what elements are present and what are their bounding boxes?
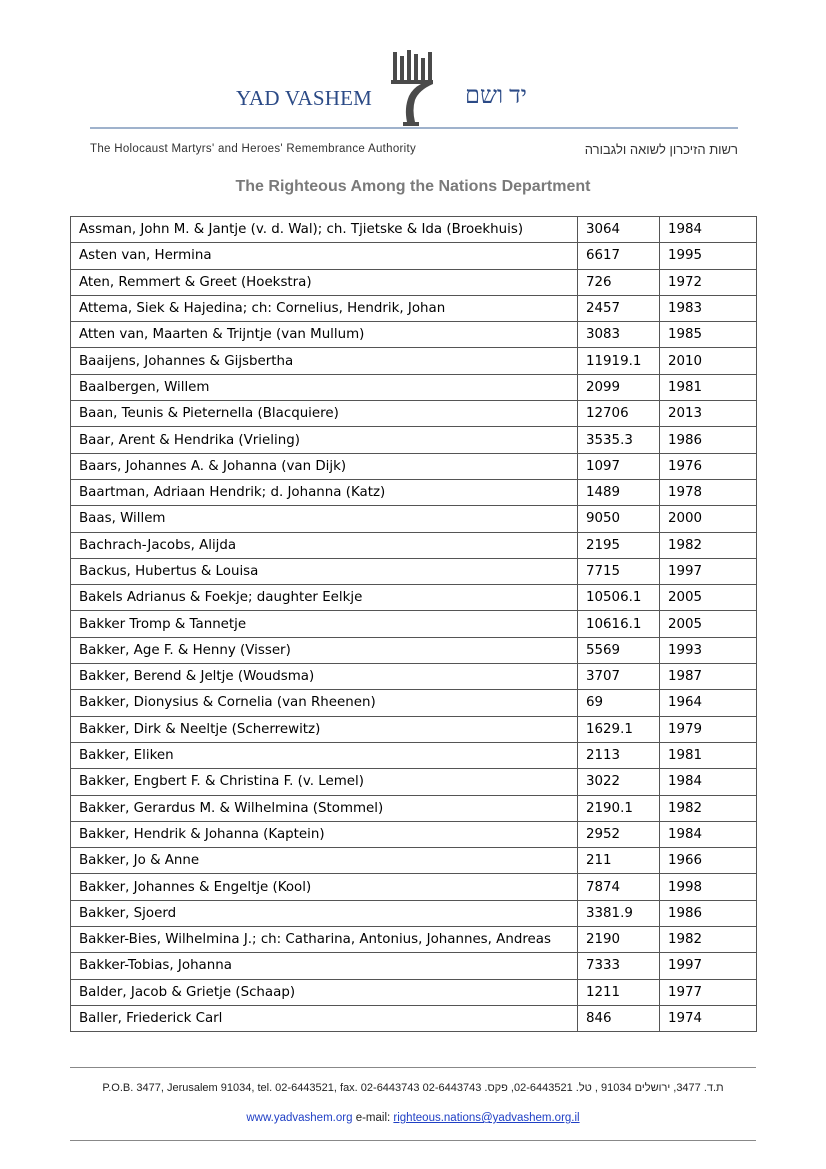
year-cell: 1972 <box>660 269 757 295</box>
file-number-cell: 2099 <box>578 374 660 400</box>
brand-name-hebrew: יד ושם <box>465 83 527 109</box>
table-row <box>71 374 757 400</box>
name-cell: Bakker, Age F. & Henny (Visser) <box>71 637 578 663</box>
table-row <box>71 269 757 295</box>
address-english: P.O.B. 3477, Jerusalem 91034, tel. 02-6443521, fax. 02-6443743 <box>102 1082 420 1094</box>
file-number-cell: 2190 <box>578 927 660 953</box>
year-cell: 1993 <box>660 637 757 663</box>
name-cell: Baalbergen, Willem <box>71 374 578 400</box>
name-cell: Bakker, Hendrik & Johanna (Kaptein) <box>71 821 578 847</box>
table-row <box>71 532 757 558</box>
file-number-cell: 3022 <box>578 769 660 795</box>
file-number-cell: 3064 <box>578 217 660 243</box>
file-number-cell: 69 <box>578 690 660 716</box>
table-row <box>71 506 757 532</box>
year-cell: 1977 <box>660 979 757 1005</box>
year-cell: 1986 <box>660 900 757 926</box>
table-row <box>71 690 757 716</box>
righteous-list-table <box>70 216 757 1032</box>
year-cell: 1982 <box>660 927 757 953</box>
table-row <box>71 243 757 269</box>
year-cell: 1997 <box>660 558 757 584</box>
file-number-cell: 3535.3 <box>578 427 660 453</box>
year-cell: 1976 <box>660 453 757 479</box>
file-number-cell: 211 <box>578 848 660 874</box>
name-cell: Bakker-Tobias, Johanna <box>71 953 578 979</box>
year-cell: 1981 <box>660 742 757 768</box>
table-row <box>71 769 757 795</box>
name-cell: Bakker, Sjoerd <box>71 900 578 926</box>
year-cell: 1997 <box>660 953 757 979</box>
name-cell: Bakker, Berend & Jeltje (Woudsma) <box>71 664 578 690</box>
file-number-cell: 10506.1 <box>578 585 660 611</box>
table-row <box>71 795 757 821</box>
name-cell: Attema, Siek & Hajedina; ch: Cornelius, Hendrik, Johan <box>71 295 578 321</box>
year-cell: 1998 <box>660 874 757 900</box>
brand-name-english: YAD VASHEM <box>236 86 373 110</box>
file-number-cell: 726 <box>578 269 660 295</box>
name-cell: Bakker, Dionysius & Cornelia (van Rheenen) <box>71 690 578 716</box>
year-cell: 1995 <box>660 243 757 269</box>
table-row <box>71 558 757 584</box>
name-cell: Asten van, Hermina <box>71 243 578 269</box>
file-number-cell: 7874 <box>578 874 660 900</box>
name-cell: Assman, John M. & Jantje (v. d. Wal); ch. Tjietske & Ida (Broekhuis) <box>71 217 578 243</box>
department-title: The Righteous Among the Nations Department <box>235 178 591 195</box>
file-number-cell: 1097 <box>578 453 660 479</box>
name-cell: Baan, Teunis & Pieternella (Blacquiere) <box>71 401 578 427</box>
name-cell: Baars, Johannes A. & Johanna (van Dijk) <box>71 453 578 479</box>
name-cell: Bakker, Johannes & Engeltje (Kool) <box>71 874 578 900</box>
file-number-cell: 2952 <box>578 821 660 847</box>
name-cell: Bachrach-Jacobs, Alijda <box>71 532 578 558</box>
table-row <box>71 479 757 505</box>
table-row <box>71 611 757 637</box>
email-label: e-mail: <box>355 1112 391 1124</box>
year-cell: 1981 <box>660 374 757 400</box>
year-cell: 1982 <box>660 532 757 558</box>
authority-hebrew: רשות הזיכרון לשואה ולגבורה <box>584 142 738 157</box>
file-number-cell: 6617 <box>578 243 660 269</box>
year-cell: 1987 <box>660 664 757 690</box>
name-cell: Bakker, Jo & Anne <box>71 848 578 874</box>
table-row <box>71 585 757 611</box>
table-row <box>71 821 757 847</box>
footer-contacts <box>0 1112 826 1124</box>
table-row <box>71 874 757 900</box>
file-number-cell: 2195 <box>578 532 660 558</box>
file-number-cell: 1489 <box>578 479 660 505</box>
table-row <box>71 900 757 926</box>
address-hebrew: ת.ד. 3477, ירושלים 91034 , טל. 02-6443521, פקס. 02-6443743 <box>422 1082 724 1094</box>
table-row <box>71 295 757 321</box>
year-cell: 1978 <box>660 479 757 505</box>
name-cell: Baar, Arent & Hendrika (Vrieling) <box>71 427 578 453</box>
file-number-cell: 1211 <box>578 979 660 1005</box>
file-number-cell: 12706 <box>578 401 660 427</box>
footer-divider-top <box>70 1067 756 1068</box>
table-row <box>71 453 757 479</box>
file-number-cell: 5569 <box>578 637 660 663</box>
header-divider <box>90 127 738 129</box>
footer-divider-bottom <box>70 1140 756 1141</box>
table-row <box>71 348 757 374</box>
file-number-cell: 2457 <box>578 295 660 321</box>
table-row <box>71 637 757 663</box>
table-row <box>71 322 757 348</box>
name-cell: Bakker, Gerardus M. & Wilhelmina (Stommel) <box>71 795 578 821</box>
name-cell: Bakker, Engbert F. & Christina F. (v. Lemel) <box>71 769 578 795</box>
authority-english: The Holocaust Martyrs' and Heroes' Remembrance Authority <box>90 143 417 155</box>
name-cell: Bakker, Dirk & Neeltje (Scherrewitz) <box>71 716 578 742</box>
year-cell: 1986 <box>660 427 757 453</box>
file-number-cell: 1629.1 <box>578 716 660 742</box>
year-cell: 1966 <box>660 848 757 874</box>
name-cell: Baaijens, Johannes & Gijsbertha <box>71 348 578 374</box>
table-row <box>71 716 757 742</box>
name-cell: Bakels Adrianus & Foekje; daughter Eelkje <box>71 585 578 611</box>
year-cell: 2005 <box>660 585 757 611</box>
table-row <box>71 848 757 874</box>
file-number-cell: 9050 <box>578 506 660 532</box>
table-row <box>71 217 757 243</box>
year-cell: 1984 <box>660 821 757 847</box>
file-number-cell: 2190.1 <box>578 795 660 821</box>
table-row <box>71 927 757 953</box>
file-number-cell: 3707 <box>578 664 660 690</box>
footer-address <box>0 1082 826 1094</box>
letterhead <box>0 0 826 170</box>
file-number-cell: 10616.1 <box>578 611 660 637</box>
yad-vashem-logo-icon <box>385 50 437 130</box>
name-cell: Bakker, Eliken <box>71 742 578 768</box>
name-cell: Atten van, Maarten & Trijntje (van Mullum) <box>71 322 578 348</box>
year-cell: 1984 <box>660 217 757 243</box>
year-cell: 2010 <box>660 348 757 374</box>
year-cell: 1974 <box>660 1005 757 1031</box>
name-cell: Bakker-Bies, Wilhelmina J.; ch: Catharina, Antonius, Johannes, Andreas <box>71 927 578 953</box>
year-cell: 2013 <box>660 401 757 427</box>
year-cell: 1982 <box>660 795 757 821</box>
table-row <box>71 1005 757 1031</box>
table-row <box>71 742 757 768</box>
table-row <box>71 401 757 427</box>
year-cell: 1964 <box>660 690 757 716</box>
name-cell: Backus, Hubertus & Louisa <box>71 558 578 584</box>
year-cell: 2000 <box>660 506 757 532</box>
year-cell: 1983 <box>660 295 757 321</box>
file-number-cell: 7715 <box>578 558 660 584</box>
file-number-cell: 3083 <box>578 322 660 348</box>
table-row <box>71 979 757 1005</box>
email-link[interactable]: righteous.nations@yadvashem.org.il <box>393 1112 580 1124</box>
year-cell: 1985 <box>660 322 757 348</box>
table-row <box>71 427 757 453</box>
name-cell: Aten, Remmert & Greet (Hoekstra) <box>71 269 578 295</box>
name-cell: Baas, Willem <box>71 506 578 532</box>
name-cell: Baartman, Adriaan Hendrik; d. Johanna (Katz) <box>71 479 578 505</box>
file-number-cell: 7333 <box>578 953 660 979</box>
name-cell: Balder, Jacob & Grietje (Schaap) <box>71 979 578 1005</box>
table-row <box>71 664 757 690</box>
file-number-cell: 2113 <box>578 742 660 768</box>
name-cell: Bakker Tromp & Tannetje <box>71 611 578 637</box>
file-number-cell: 846 <box>578 1005 660 1031</box>
file-number-cell: 3381.9 <box>578 900 660 926</box>
name-cell: Baller, Friederick Carl <box>71 1005 578 1031</box>
year-cell: 1984 <box>660 769 757 795</box>
website-link[interactable]: www.yadvashem.org <box>246 1112 353 1124</box>
year-cell: 2005 <box>660 611 757 637</box>
year-cell: 1979 <box>660 716 757 742</box>
file-number-cell: 11919.1 <box>578 348 660 374</box>
table-row <box>71 953 757 979</box>
